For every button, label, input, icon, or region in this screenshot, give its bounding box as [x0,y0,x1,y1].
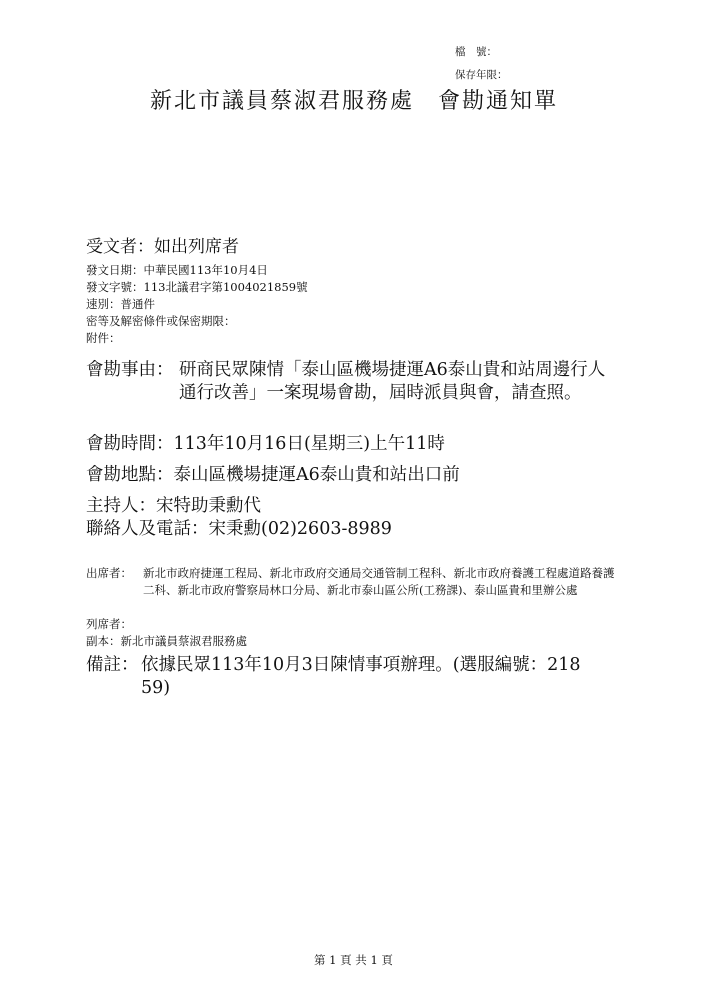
contact: 聯絡人及電話：宋秉勳(02)2603-8989 [86,519,392,539]
retention-period-label: 保存年限： [455,69,508,81]
inspection-subject [86,359,626,434]
file-number-label: 檔 號： [455,46,497,58]
subject-text: 研商民眾陳情「泰山區機場捷運A6泰山貴和站周邊行人通行改善」一案現場會勘，屆時派員與會，請查照。 [179,360,606,403]
remarks-label: 備註： [86,655,139,675]
document-number: 發文字號：113北議君字第1004021859號 [86,280,308,294]
subject-label: 會勘事由： [86,360,174,380]
remarks [86,654,626,704]
page-footer: 第 1 頁 共 1 頁 [314,953,393,967]
inspection-time: 會勘時間：113年10月16日(星期三)上午11時 [86,434,445,454]
remarks-text: 依據民眾113年10月3日陳情事項辦理。(選服編號：21859) [141,655,581,698]
security-level: 密等及解密條件或保密期限： [86,314,236,328]
recipient: 受文者：如出列席者 [86,237,239,257]
attendees-label: 出席者： [86,566,132,580]
inspection-location: 會勘地點：泰山區機場捷運A6泰山貴和站出口前 [86,465,460,485]
attendees-text: 新北市政府捷運工程局、新北市政府交通局交通管制工程科、新北市政府養護工程處道路養護二科、新北市政府警察局林口分局、新北市泰山區公所(工務課)、泰山區貴和里辦公處 [143,566,615,597]
host: 主持人：宋特助秉勳代 [86,496,261,516]
attachment: 附件： [86,331,121,345]
document-title: 新北市議員蔡淑君服務處 會勘通知單 [150,89,559,114]
copy-to: 副本：新北市議員蔡淑君服務處 [86,634,247,648]
issue-date: 發文日期：中華民國113年10月4日 [86,263,268,277]
attendees [86,565,626,617]
observers: 列席者： [86,617,132,631]
delivery-speed: 速別：普通件 [86,297,155,311]
